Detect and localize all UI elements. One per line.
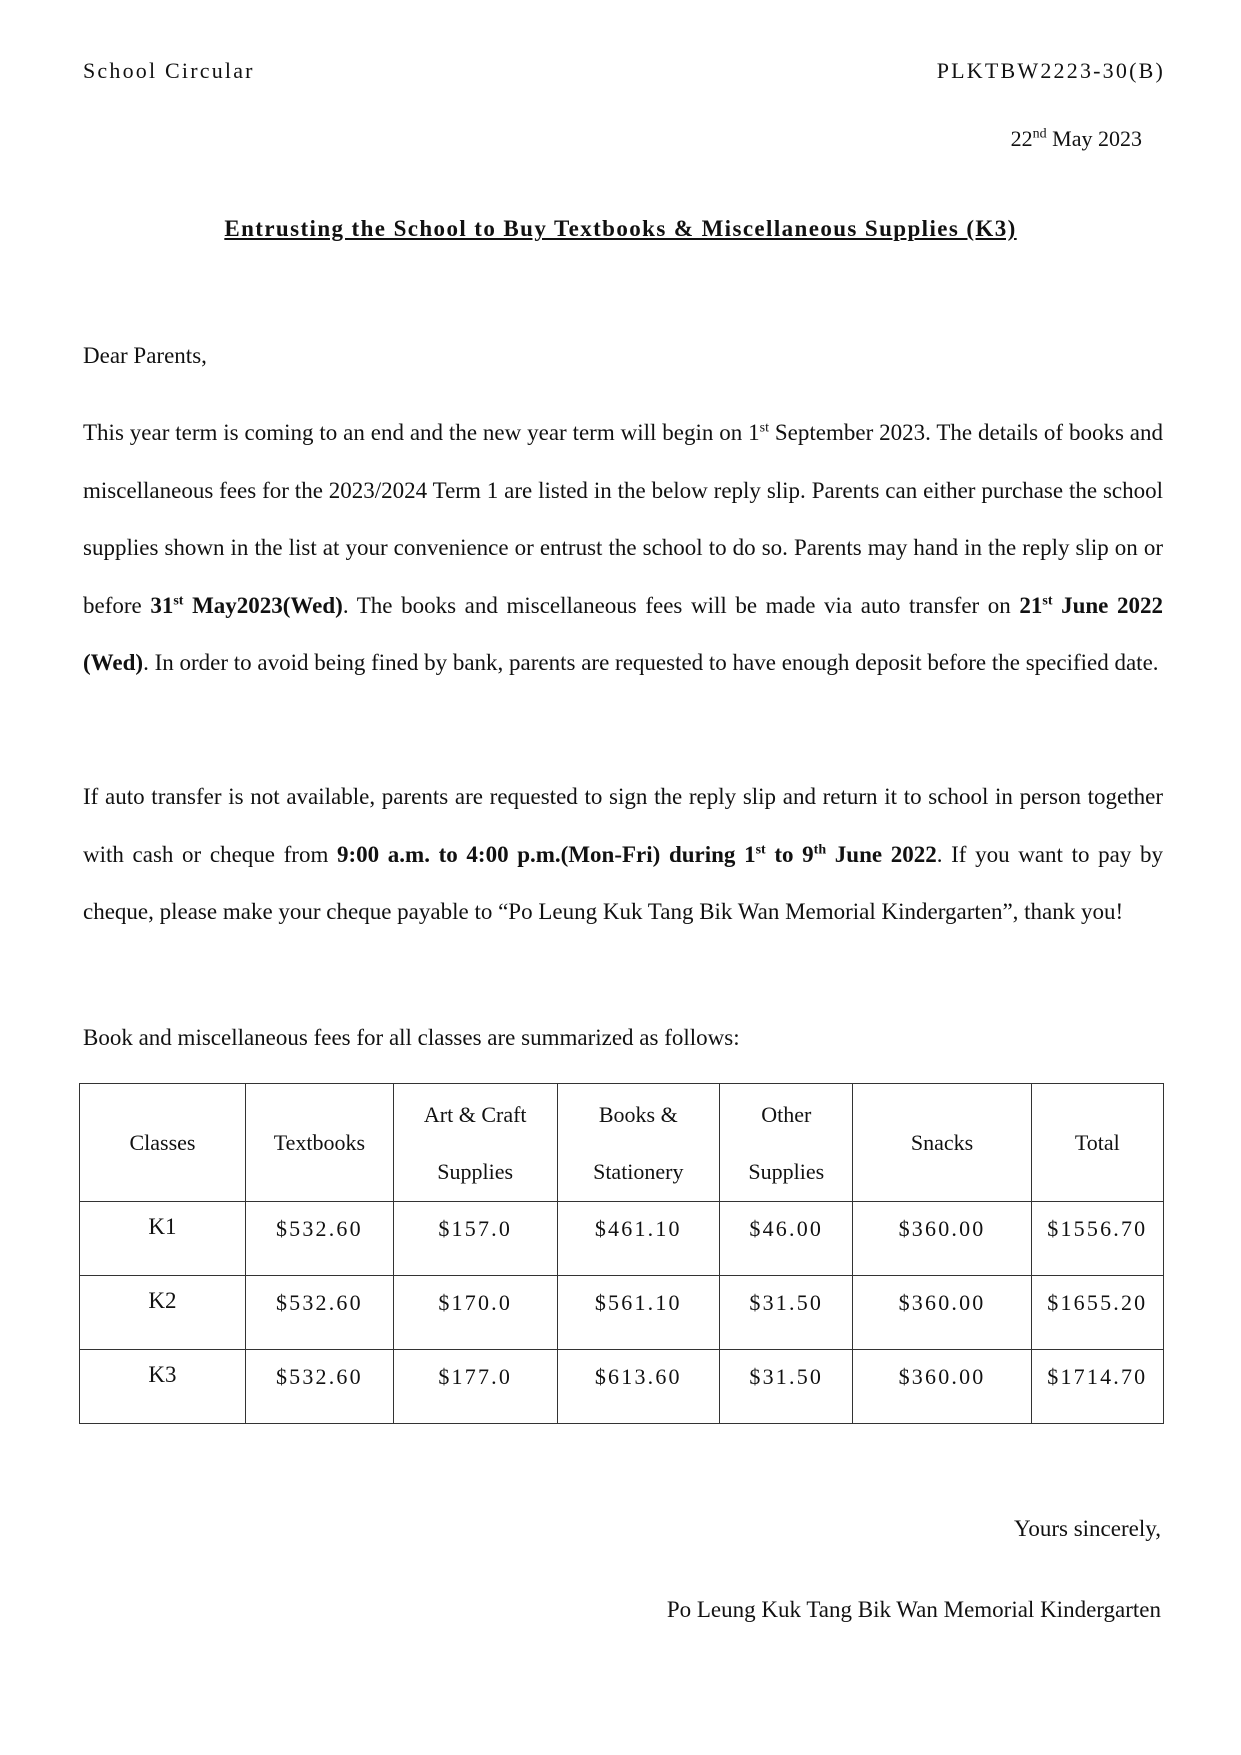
column-header-classes: Classes xyxy=(80,1084,246,1202)
circular-label: School Circular xyxy=(83,58,255,83)
textbooks-cell: $532.60 xyxy=(245,1202,393,1276)
column-header-total: Total xyxy=(1031,1084,1163,1202)
other-supplies-cell: $31.50 xyxy=(720,1276,853,1350)
paragraph-payment-instructions: If auto transfer is not available, parents are requested to sign the reply slip and return it to school in person together with cash or cheque from 9:00 a.m. to 4:00 p.m.(Mon-Fri) during 1st to 9th June 2022. If you want to pay by cheque, please make your cheque payable to “Po Leung Kuk Tang Bik Wan Memorial Kindergarten”, thank you! xyxy=(83,784,1163,924)
snacks-cell: $360.00 xyxy=(853,1202,1031,1276)
circular-date: 22nd May 2023 xyxy=(1010,126,1142,151)
column-header-snacks: Snacks xyxy=(853,1084,1031,1202)
payment-hours: 9:00 a.m. to 4:00 p.m.(Mon-Fri) during 1st to 9th June 2022 xyxy=(337,841,937,867)
table-row xyxy=(80,1276,1164,1350)
fee-summary-intro: Book and miscellaneous fees for all classes are summarized as follows: xyxy=(83,1025,740,1050)
art-craft-cell: $157.0 xyxy=(393,1202,557,1276)
circular-reference-number: PLKTBW2223-30(B) xyxy=(936,58,1165,83)
snacks-cell: $360.00 xyxy=(853,1350,1031,1424)
books-stationery-cell: $561.10 xyxy=(557,1276,720,1350)
fee-table-header-row xyxy=(80,1084,1164,1202)
fee-table xyxy=(79,1083,1164,1424)
class-cell: K3 xyxy=(80,1350,246,1424)
circular-title: Entrusting the School to Buy Textbooks & Miscellaneous Supplies (K3) xyxy=(224,216,1017,241)
books-stationery-cell: $461.10 xyxy=(557,1202,720,1276)
snacks-cell: $360.00 xyxy=(853,1276,1031,1350)
reply-deadline: 31st May2023(Wed) xyxy=(150,592,343,618)
paragraph-term-details: This year term is coming to an end and the new year term will begin on 1st September 2023. The details of books and miscellaneous fees for the 2023/2024 Term 1 are listed in the below reply slip. Parents can either purchase the school supplies shown in the list at your convenience or entrust the school to do so. Parents may hand in the reply slip on or before 31st May2023(Wed). The books and miscellaneous fees will be made via auto transfer on 21st June 2022 (Wed). In order to avoid being fined by bank, parents are requested to have enough deposit before the specified date. xyxy=(83,420,1164,675)
column-header-books-stationery: Books & Stationery xyxy=(557,1084,720,1202)
column-header-textbooks: Textbooks xyxy=(245,1084,393,1202)
closing-line: Yours sincerely, xyxy=(1014,1516,1161,1541)
other-supplies-cell: $46.00 xyxy=(720,1202,853,1276)
column-header-art-craft: Art & Craft Supplies xyxy=(393,1084,557,1202)
salutation: Dear Parents, xyxy=(83,343,207,368)
table-row xyxy=(80,1350,1164,1424)
art-craft-cell: $177.0 xyxy=(393,1350,557,1424)
table-row xyxy=(80,1202,1164,1276)
auto-transfer-date: 21st June 2022 (Wed) xyxy=(83,592,1163,675)
column-header-other-supplies: Other Supplies xyxy=(720,1084,853,1202)
total-cell: $1655.20 xyxy=(1031,1276,1163,1350)
signer-name: Po Leung Kuk Tang Bik Wan Memorial Kindergarten xyxy=(666,1597,1161,1622)
art-craft-cell: $170.0 xyxy=(393,1276,557,1350)
books-stationery-cell: $613.60 xyxy=(557,1350,720,1424)
total-cell: $1556.70 xyxy=(1031,1202,1163,1276)
textbooks-cell: $532.60 xyxy=(245,1276,393,1350)
other-supplies-cell: $31.50 xyxy=(720,1350,853,1424)
textbooks-cell: $532.60 xyxy=(245,1350,393,1424)
class-cell: K1 xyxy=(80,1202,246,1276)
total-cell: $1714.70 xyxy=(1031,1350,1163,1424)
class-cell: K2 xyxy=(80,1276,246,1350)
